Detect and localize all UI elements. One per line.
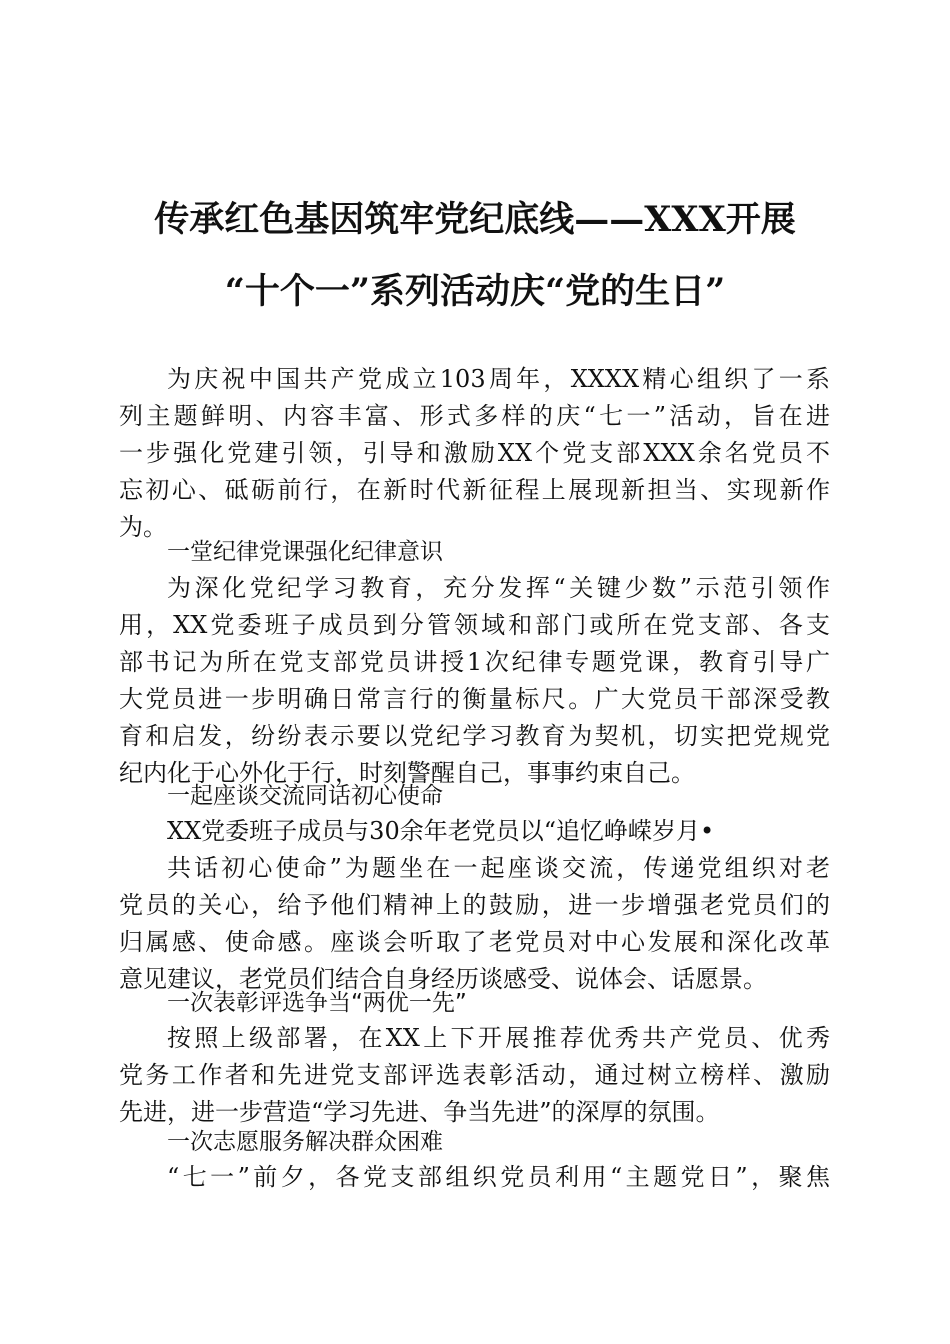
intro-line: 为。	[119, 513, 167, 541]
paragraph-line: “七一”前夕，各党支部组织党员利用“主题党日”，聚焦	[167, 1163, 830, 1191]
intro-line: 一步强化党建引领，引导和激励XX个党支部XXX余名党员不	[119, 439, 830, 467]
paragraph-line: 党务工作者和先进党支部评选表彰活动，通过树立榜样、激励	[119, 1061, 830, 1089]
document-title-line-2: “十个一”系列活动庆“党的生日”	[224, 271, 726, 312]
paragraph-line: 育和启发，纷纷表示要以党纪学习教育为契机，切实把党规党	[119, 722, 830, 750]
section-heading-commendation: 一次表彰评选争当“两优一先”	[167, 990, 467, 1016]
paragraph-line: 共话初心使命”为题坐在一起座谈交流，传递党组织对老	[167, 854, 830, 882]
paragraph-line: 为深化党纪学习教育，充分发挥“关键少数”示范引领作	[167, 574, 830, 602]
section-paragraph-commendation	[119, 1020, 830, 1131]
intro-paragraph	[119, 361, 830, 546]
section-paragraph-volunteer-service	[119, 1159, 830, 1196]
paragraph-line: 用，XX党委班子成员到分管领域和部门或所在党支部、各支	[119, 611, 830, 639]
section-heading-discipline-lesson: 一堂纪律党课强化纪律意识	[167, 539, 443, 565]
paragraph-line: 归属感、使命感。座谈会听取了老党员对中心发展和深化改革	[119, 928, 830, 956]
document-title-line-1: 传承红色基因筑牢党纪底线——XXX开展	[154, 199, 796, 240]
paragraph-line: 意见建议，老党员们结合自身经历谈感受、说体会、话愿景。	[119, 965, 767, 993]
paragraph-line: 按照上级部署，在XX上下开展推荐优秀共产党员、优秀	[167, 1024, 830, 1052]
section-heading-symposium: 一起座谈交流同话初心使命	[167, 783, 443, 809]
paragraph-line: 纪内化于心外化于行，时刻警醒自己，事事约束自己。	[119, 759, 695, 787]
section-paragraph-discipline-lesson	[119, 570, 830, 792]
paragraph-line: 部书记为所在党支部党员讲授1次纪律专题党课，教育引导广	[119, 648, 830, 676]
intro-line: 忘初心、砥砺前行，在新时代新征程上展现新担当、实现新作	[119, 476, 830, 504]
paragraph-line: XX党委班子成员与30余年老党员以“追忆峥嵘岁月•	[167, 817, 715, 845]
paragraph-line: 大党员进一步明确日常言行的衡量标尺。广大党员干部深受教	[119, 685, 830, 713]
paragraph-line: 先进，进一步营造“学习先进、争当先进”的深厚的氛围。	[119, 1098, 720, 1126]
intro-line: 列主题鲜明、内容丰富、形式多样的庆“七一”活动，旨在进	[119, 402, 830, 430]
paragraph-line: 党员的关心，给予他们精神上的鼓励，进一步增强老党员们的	[119, 891, 830, 919]
intro-line: 为庆祝中国共产党成立103周年，XXXX精心组织了一系	[167, 365, 830, 393]
section-heading-volunteer-service: 一次志愿服务解决群众困难	[167, 1129, 443, 1155]
section-paragraph-symposium	[119, 813, 830, 998]
